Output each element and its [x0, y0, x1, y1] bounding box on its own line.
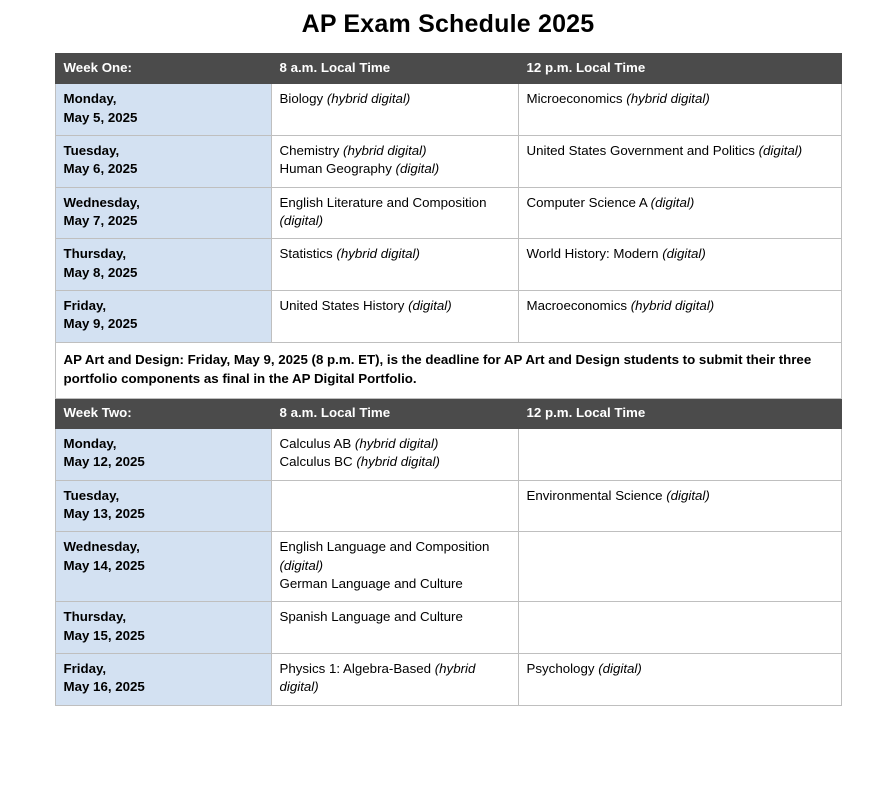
exam-cell-morning — [271, 532, 518, 602]
exam-cell-afternoon — [518, 532, 841, 602]
exam-entry — [280, 245, 510, 263]
date-cell — [55, 532, 271, 602]
date-weekday: Monday, — [63, 435, 117, 451]
exam-format: (digital) — [408, 298, 452, 314]
exam-entry — [280, 160, 510, 178]
table-row — [55, 136, 841, 188]
exam-cell-afternoon — [518, 84, 841, 136]
exam-subject: Statistics — [279, 246, 337, 262]
date-weekday: Wednesday, — [63, 194, 140, 210]
week-header-row — [55, 54, 841, 84]
exam-entry — [527, 660, 833, 678]
exam-subject: Microeconomics — [526, 91, 627, 107]
date-value: May 14, 2025 — [63, 557, 145, 573]
exam-cell-morning — [271, 187, 518, 239]
exam-format: (digital) — [758, 143, 803, 159]
date-value: May 5, 2025 — [63, 109, 138, 125]
exam-format: (hybrid digital) — [279, 660, 476, 695]
date-cell — [55, 136, 271, 188]
table-row — [55, 239, 841, 291]
exam-entry — [280, 142, 510, 160]
exam-subject: Psychology — [526, 660, 599, 676]
exam-entry — [527, 487, 833, 505]
date-cell — [55, 480, 271, 532]
exam-subject: Environmental Science — [526, 487, 667, 503]
date-weekday: Thursday, — [63, 246, 127, 262]
exam-subject: United States History — [279, 298, 409, 314]
date-cell — [55, 653, 271, 705]
date-weekday: Monday, — [63, 91, 117, 107]
exam-entry — [280, 194, 510, 231]
exam-subject: Chemistry — [279, 143, 344, 159]
exam-subject: Physics 1: Algebra-Based — [279, 660, 435, 676]
exam-cell-morning — [271, 653, 518, 705]
table-row — [55, 480, 841, 532]
exam-entry — [280, 608, 510, 626]
exam-entry — [280, 435, 510, 453]
date-value: May 8, 2025 — [63, 264, 138, 280]
exam-cell-morning — [271, 84, 518, 136]
column-header-afternoon: 12 p.m. Local Time — [518, 54, 841, 84]
exam-cell-afternoon — [518, 187, 841, 239]
exam-entry — [280, 575, 510, 593]
exam-subject: Calculus AB — [279, 435, 355, 451]
exam-subject: English Language and Composition — [279, 539, 490, 555]
exam-format: (hybrid digital) — [336, 246, 420, 262]
exam-cell-morning — [271, 291, 518, 343]
exam-cell-morning — [271, 136, 518, 188]
exam-schedule-table — [55, 53, 842, 706]
date-value: May 16, 2025 — [63, 679, 145, 695]
exam-entry — [527, 142, 833, 160]
exam-cell-afternoon — [518, 428, 841, 480]
exam-cell-morning — [271, 480, 518, 532]
week-label: Week Two: — [55, 398, 271, 428]
exam-cell-afternoon — [518, 291, 841, 343]
exam-format: (hybrid digital) — [356, 454, 440, 470]
exam-entry — [280, 90, 510, 108]
exam-cell-morning — [271, 602, 518, 654]
column-header-morning: 8 a.m. Local Time — [271, 398, 518, 428]
exam-entry — [280, 297, 510, 315]
date-value: May 15, 2025 — [63, 627, 145, 643]
exam-subject: Computer Science A — [526, 194, 651, 210]
table-row — [55, 602, 841, 654]
column-header-morning: 8 a.m. Local Time — [271, 54, 518, 84]
exam-entry — [280, 453, 510, 471]
page-title: AP Exam Schedule 2025 — [301, 10, 595, 38]
exam-cell-afternoon — [518, 480, 841, 532]
exam-subject: Biology — [279, 91, 327, 107]
exam-format: (hybrid digital) — [354, 435, 439, 451]
date-weekday: Friday, — [63, 660, 107, 676]
table-row — [55, 653, 841, 705]
date-weekday: Thursday, — [63, 609, 127, 625]
exam-entry — [280, 660, 510, 697]
week-header-row — [55, 398, 841, 428]
date-weekday: Tuesday, — [63, 487, 120, 503]
exam-cell-afternoon — [518, 653, 841, 705]
note-text: AP Art and Design: Friday, May 9, 2025 (8 p.m. ET), is the deadline for AP Art and Design students to submit their three portfolio components as final in the AP Digital Portfolio. — [55, 342, 841, 398]
exam-cell-afternoon — [518, 136, 841, 188]
date-weekday: Friday, — [63, 298, 107, 314]
table-row — [55, 187, 841, 239]
exam-cell-morning — [271, 428, 518, 480]
date-value: May 6, 2025 — [63, 161, 138, 177]
exam-format: (digital) — [598, 660, 642, 676]
date-cell — [55, 187, 271, 239]
exam-format: (digital) — [279, 557, 324, 573]
week-label: Week One: — [55, 54, 271, 84]
document-page — [0, 10, 896, 706]
date-weekday: Tuesday, — [63, 143, 120, 159]
exam-subject: United States Government and Politics — [526, 143, 759, 159]
exam-format: (digital) — [650, 194, 695, 210]
exam-format: (hybrid digital) — [626, 91, 710, 107]
exam-subject: Macroeconomics — [526, 298, 631, 314]
exam-format: (hybrid digital) — [343, 143, 427, 159]
date-cell — [55, 428, 271, 480]
date-cell — [55, 291, 271, 343]
date-cell — [55, 84, 271, 136]
date-value: May 7, 2025 — [63, 213, 138, 229]
exam-cell-morning — [271, 239, 518, 291]
exam-subject: German Language and Culture — [279, 575, 463, 591]
date-cell — [55, 602, 271, 654]
exam-format: (hybrid digital) — [630, 298, 715, 314]
exam-entry — [280, 538, 510, 575]
exam-format: (digital) — [279, 213, 324, 229]
schedule-body — [55, 54, 841, 706]
table-row — [55, 532, 841, 602]
date-value: May 12, 2025 — [63, 454, 145, 470]
exam-format: (hybrid digital) — [326, 91, 411, 107]
exam-subject: Calculus BC — [279, 454, 357, 470]
exam-entry — [527, 194, 833, 212]
date-cell — [55, 239, 271, 291]
date-weekday: Wednesday, — [63, 539, 140, 555]
exam-format: (digital) — [666, 487, 710, 503]
exam-entry — [527, 90, 833, 108]
exam-subject: World History: Modern — [526, 246, 663, 262]
exam-subject: Human Geography — [279, 161, 396, 177]
date-value: May 13, 2025 — [63, 505, 145, 521]
column-header-afternoon: 12 p.m. Local Time — [518, 398, 841, 428]
exam-cell-afternoon — [518, 239, 841, 291]
date-value: May 9, 2025 — [63, 316, 138, 332]
exam-subject: Spanish Language and Culture — [279, 609, 463, 625]
exam-subject: English Literature and Composition — [279, 194, 487, 210]
table-row — [55, 428, 841, 480]
exam-cell-afternoon — [518, 602, 841, 654]
table-row — [55, 84, 841, 136]
table-row — [55, 291, 841, 343]
note-row — [55, 342, 841, 398]
exam-format: (digital) — [662, 246, 706, 262]
exam-entry — [527, 245, 833, 263]
exam-entry — [527, 297, 833, 315]
exam-format: (digital) — [395, 161, 440, 177]
